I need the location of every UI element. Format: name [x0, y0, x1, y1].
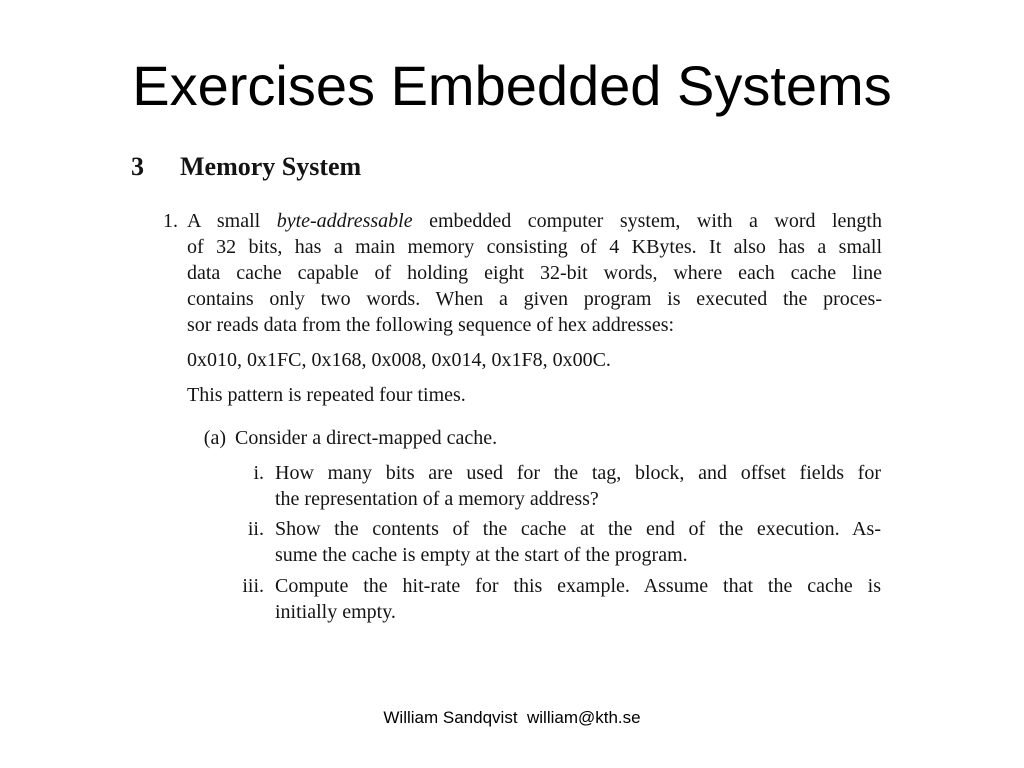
subpart-iii-line-2: initially empty.	[275, 601, 396, 623]
problem-line-4: contains only two words. When a given program is executed the proces-	[187, 288, 882, 310]
problem-line-1-italic: byte-addressable	[276, 210, 413, 232]
address-sequence: 0x010, 0x1FC, 0x168, 0x008, 0x014, 0x1F8, 0x00C.	[187, 349, 611, 371]
subpart-iii-marker: iii.	[242, 575, 264, 597]
problem-line-2: of 32 bits, has a main memory consisting of 4 KBytes. It also has a small	[187, 236, 882, 258]
part-a-text: Consider a direct-mapped cache.	[235, 427, 498, 449]
problem-line-5: sor reads data from the following sequence of hex addresses:	[187, 314, 675, 336]
section-title: Memory System	[180, 152, 362, 181]
problem-line-1-post: embedded computer system, with a word length	[412, 210, 882, 232]
subpart-i-marker: i.	[253, 462, 264, 484]
subpart-ii-line-1: Show the contents of the cache at the end of the execution. As-	[275, 518, 881, 540]
repeat-note: This pattern is repeated four times.	[187, 384, 466, 406]
subpart-i-line-1: How many bits are used for the tag, block, and offset fields for	[275, 462, 881, 484]
subpart-ii-line-2: sume the cache is empty at the start of the program.	[275, 544, 688, 566]
subpart-ii-marker: ii.	[247, 518, 264, 540]
section-number: 3	[131, 152, 144, 181]
problem-line-1	[187, 211, 882, 231]
problem-number: 1.	[163, 210, 178, 232]
part-a-marker: (a)	[203, 427, 226, 449]
slide-title: Exercises Embedded Systems	[132, 54, 892, 117]
subpart-iii-line-1: Compute the hit-rate for this example. Assume that the cache is	[275, 575, 881, 597]
problem-line-3: data cache capable of holding eight 32-bit words, where each cache line	[187, 262, 882, 284]
subpart-i-line-2: the representation of a memory address?	[275, 488, 599, 510]
footer-author: William Sandqvist william@kth.se	[383, 708, 641, 727]
problem-line-1-pre: A small	[187, 210, 277, 232]
